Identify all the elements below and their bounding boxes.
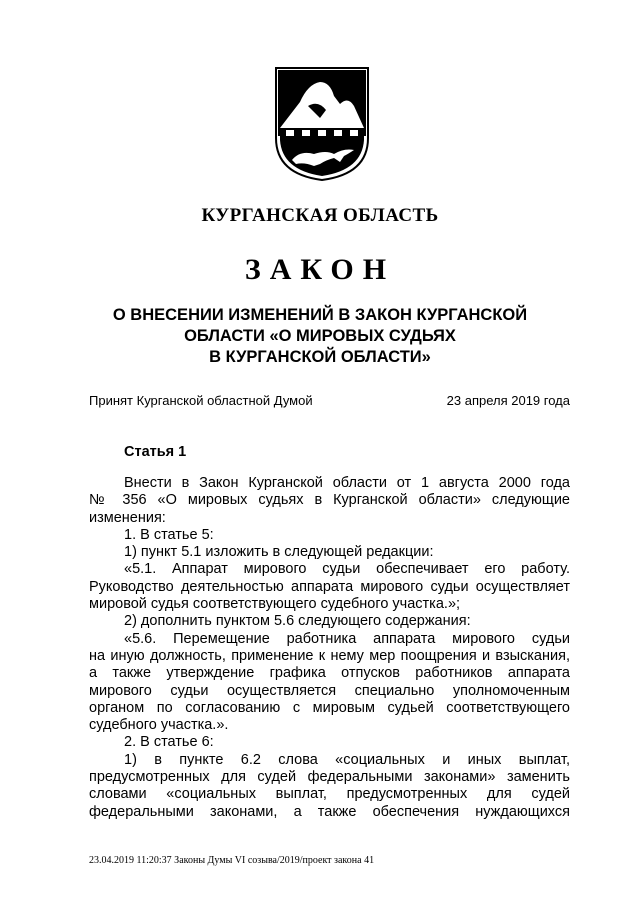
region-title: КУРГАНСКАЯ ОБЛАСТЬ — [201, 205, 439, 226]
adopted-by: Принят Курганской областной Думой — [89, 393, 313, 408]
subject-line: О ВНЕСЕНИИ ИЗМЕНЕНИЙ В ЗАКОН КУРГАНСКОЙ — [112, 306, 528, 324]
text-line: мировой судья соответствующего судебного участка.»; — [89, 596, 461, 613]
text-line: а также утверждение графика отпусков работников аппарата — [89, 665, 570, 682]
text-line: мирового судьи осуществляется специально уполномоченным — [89, 682, 570, 699]
article-title: Статья 1 — [124, 444, 187, 460]
footer-stamp: 23.04.2019 11:20:37 Законы Думы VI созыва/2019/проект закона 41 — [89, 855, 375, 866]
text-line: 1. В статье 5: — [124, 526, 214, 543]
text-line: «5.1. Аппарат мирового судьи обеспечивает его работу. — [124, 561, 570, 578]
text-line: 1) пункт 5.1 изложить в следующей редакции: — [124, 544, 434, 561]
text-line: предусмотренных для судей федеральными законами» заменить — [89, 769, 570, 786]
adoption-date: 23 апреля 2019 года — [446, 393, 570, 408]
kurgan-coat-of-arms-icon — [274, 66, 370, 182]
article-body — [89, 475, 570, 821]
text-line: словами «социальных выплат, предусмотренных для судей — [89, 786, 570, 803]
text-line: Руководство деятельностью аппарата мирового судьи осуществляет — [89, 578, 570, 595]
text-line: 2) дополнить пунктом 5.6 следующего содержания: — [124, 613, 471, 630]
text-line: № 356 «О мировых судьях в Курганской области» следующие — [89, 492, 570, 509]
law-subject — [60, 305, 580, 368]
text-line: 1) в пункте 6.2 слова «социальных и иных выплат, — [124, 751, 570, 768]
text-line: «5.6. Перемещение работника аппарата мирового судьи — [124, 630, 570, 647]
text-line: судебного участка.». — [89, 717, 229, 734]
subject-line: В КУРГАНСКОЙ ОБЛАСТИ» — [209, 348, 431, 366]
text-line: на иную должность, применение к нему мер поощрения и взыскания, — [89, 647, 570, 664]
text-line: изменения: — [89, 509, 166, 526]
text-line: Внести в Закон Курганской области от 1 августа 2000 года — [124, 475, 570, 491]
subject-line: ОБЛАСТИ «О МИРОВЫХ СУДЬЯХ — [184, 327, 456, 345]
document-type: ЗАКОН — [244, 253, 396, 286]
adoption-row — [89, 393, 570, 413]
text-line: органом по согласованию с мировым судьей соответствующего — [89, 699, 570, 716]
text-line: федеральными законами, а также обеспечения нуждающихся — [89, 803, 570, 820]
text-line: 2. В статье 6: — [124, 734, 214, 751]
